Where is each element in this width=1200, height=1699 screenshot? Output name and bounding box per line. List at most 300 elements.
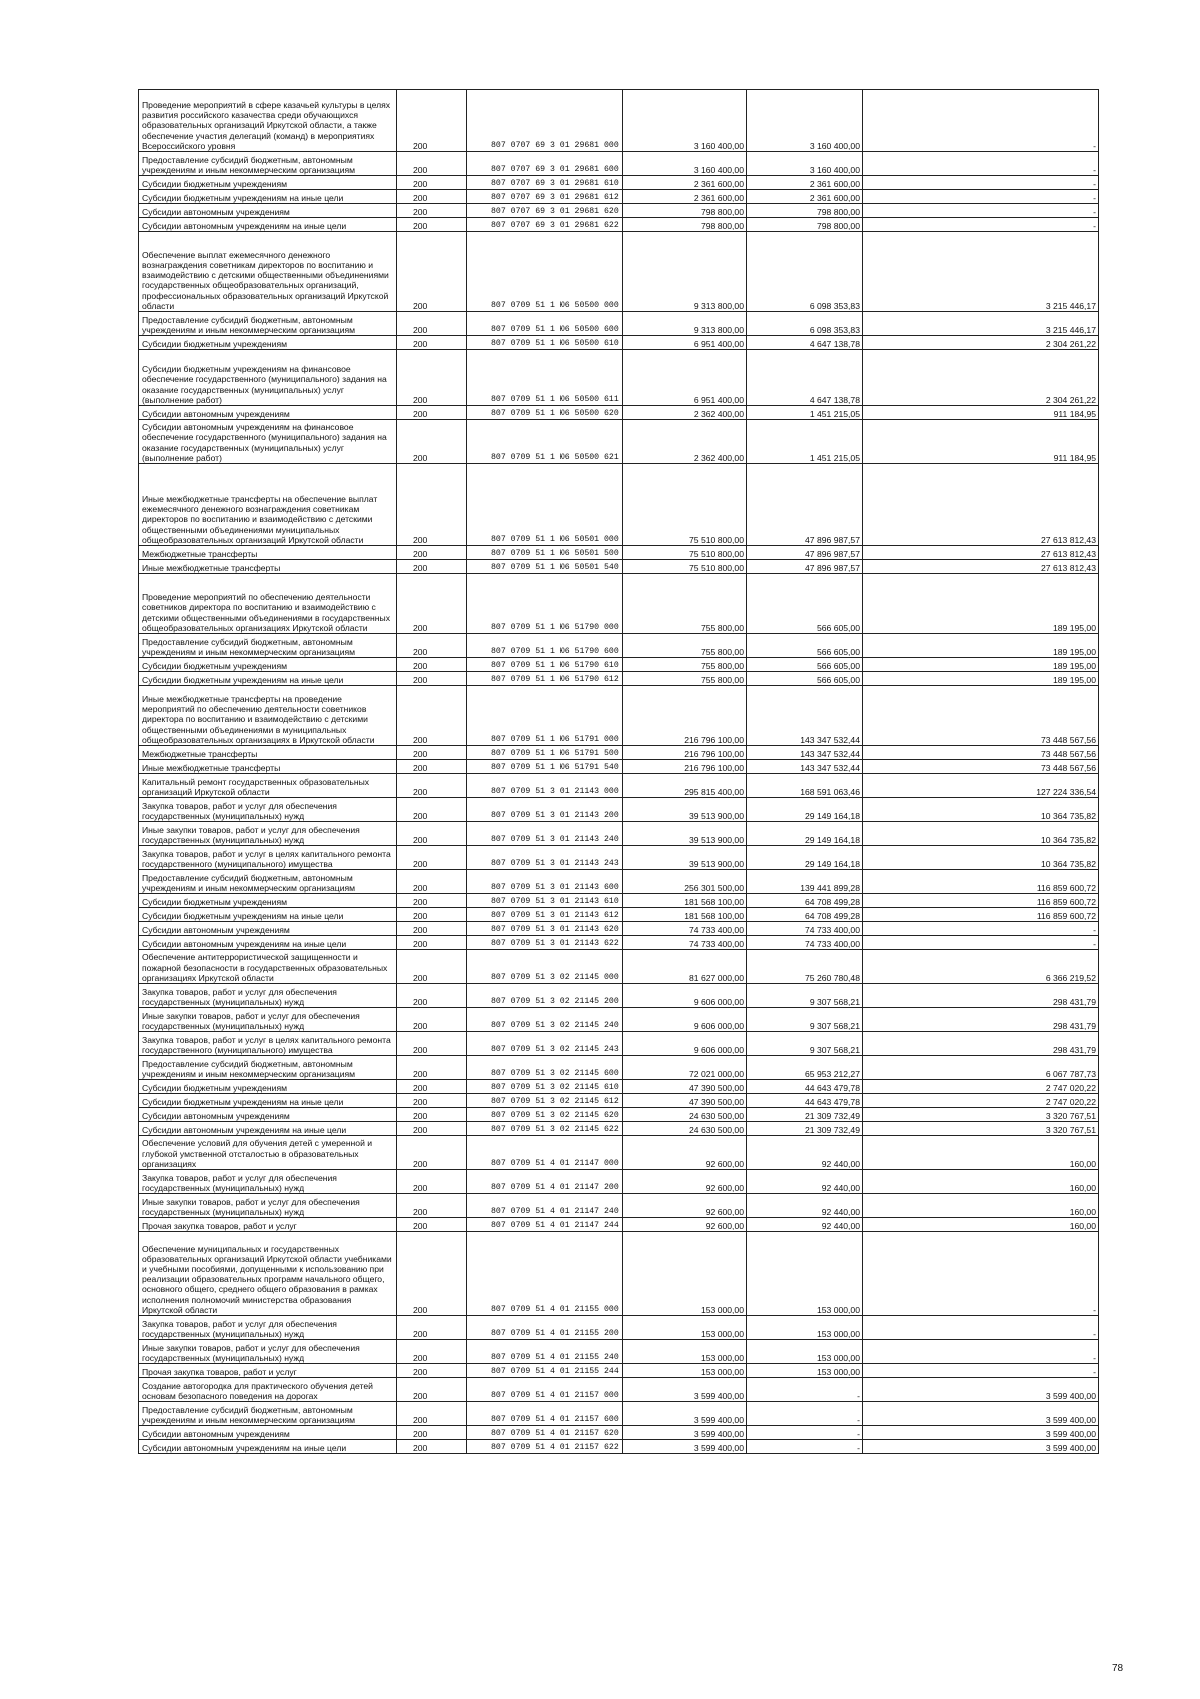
cell-value-2: 153 000,00	[747, 1316, 863, 1340]
table-row	[139, 908, 1099, 922]
cell-value-2: 153 000,00	[747, 1364, 863, 1378]
cell-200: 200	[397, 152, 467, 176]
table-row	[139, 746, 1099, 760]
cell-value-1: 256 301 500,00	[623, 870, 747, 894]
table-row	[139, 1440, 1099, 1454]
cell-name: Субсидии автономным учреждениям на иные цели	[139, 936, 397, 950]
cell-value-2: 64 708 499,28	[747, 908, 863, 922]
table-row	[139, 686, 1099, 746]
cell-name: Субсидии бюджетным учреждениям	[139, 894, 397, 908]
table-row	[139, 90, 1099, 152]
cell-value-3: 911 184,95	[863, 420, 1099, 464]
cell-value-1: 153 000,00	[623, 1364, 747, 1378]
cell-200: 200	[397, 350, 467, 406]
cell-200: 200	[397, 420, 467, 464]
table-row	[139, 336, 1099, 350]
cell-value-1: 798 800,00	[623, 204, 747, 218]
cell-name: Создание автогородка для практического обучения детей основам безопасного поведения на дорогах	[139, 1378, 397, 1402]
table-row	[139, 546, 1099, 560]
cell-code: 807 0709 51 4 01 21157 600	[467, 1402, 623, 1426]
table-row	[139, 1194, 1099, 1218]
cell-value-2: 47 896 987,57	[747, 464, 863, 546]
cell-value-2: 798 800,00	[747, 218, 863, 232]
cell-code: 807 0709 51 4 01 21155 244	[467, 1364, 623, 1378]
cell-code: 807 0709 51 1 Ю6 50501 000	[467, 464, 623, 546]
cell-200: 200	[397, 218, 467, 232]
cell-value-1: 92 600,00	[623, 1170, 747, 1194]
cell-name: Иные межбюджетные трансферты на проведение мероприятий по обеспечению деятельности советников директора по воспитанию и взаимодействию с детскими общественными объединениями в муниципальных общеобразовательных организациях в Иркутской области	[139, 686, 397, 746]
cell-code: 807 0709 51 3 01 21143 610	[467, 894, 623, 908]
cell-code: 807 0709 51 1 Ю6 50500 621	[467, 420, 623, 464]
cell-value-1: 9 313 800,00	[623, 232, 747, 312]
cell-value-2: 153 000,00	[747, 1340, 863, 1364]
cell-value-3: 189 195,00	[863, 672, 1099, 686]
cell-name: Обеспечение муниципальных и государственных образовательных организаций Иркутской области учебниками и учебными пособиями, допущенными к использованию при реализации образовательных программ начального общего, основного общего, среднего общего образования в рамках исполнения полномочий министерства образования Иркутской области	[139, 1232, 397, 1316]
cell-200: 200	[397, 1194, 467, 1218]
cell-name: Иные межбюджетные трансферты на обеспечение выплат ежемесячного денежного вознаграждения советникам директоров по воспитанию и взаимодействию с детскими общественными объединениями муниципальных общеобразовательных организаций Иркутской области	[139, 464, 397, 546]
cell-value-1: 755 800,00	[623, 574, 747, 634]
table-row	[139, 774, 1099, 798]
table-row	[139, 1316, 1099, 1340]
cell-name: Субсидии бюджетным учреждениям на иные цели	[139, 1094, 397, 1108]
table-row	[139, 176, 1099, 190]
cell-code: 807 0709 51 1 Ю6 51790 610	[467, 658, 623, 672]
cell-value-1: 47 390 500,00	[623, 1080, 747, 1094]
cell-name: Субсидии автономным учреждениям	[139, 204, 397, 218]
table-row	[139, 822, 1099, 846]
cell-200: 200	[397, 464, 467, 546]
cell-200: 200	[397, 546, 467, 560]
cell-value-3: 189 195,00	[863, 658, 1099, 672]
cell-value-1: 216 796 100,00	[623, 686, 747, 746]
cell-code: 807 0709 51 1 Ю6 50500 600	[467, 312, 623, 336]
cell-name: Иные межбюджетные трансферты	[139, 560, 397, 574]
cell-value-3: 127 224 336,54	[863, 774, 1099, 798]
cell-value-1: 75 510 800,00	[623, 546, 747, 560]
table-row	[139, 1094, 1099, 1108]
cell-value-1: 2 362 400,00	[623, 406, 747, 420]
cell-value-3: 911 184,95	[863, 406, 1099, 420]
cell-name: Закупка товаров, работ и услуг для обеспечения государственных (муниципальных) нужд	[139, 1170, 397, 1194]
cell-value-1: 755 800,00	[623, 658, 747, 672]
cell-code: 807 0709 51 1 Ю6 50501 500	[467, 546, 623, 560]
cell-value-1: 3 160 400,00	[623, 152, 747, 176]
cell-code: 807 0709 51 3 01 21143 000	[467, 774, 623, 798]
cell-value-3: 189 195,00	[863, 574, 1099, 634]
cell-value-2: 9 307 568,21	[747, 1008, 863, 1032]
cell-value-3: -	[863, 1364, 1099, 1378]
cell-value-1: 798 800,00	[623, 218, 747, 232]
cell-value-1: 75 510 800,00	[623, 464, 747, 546]
cell-value-3: 160,00	[863, 1170, 1099, 1194]
budget-table-sheet	[138, 89, 1098, 1454]
cell-name: Субсидии бюджетным учреждениям на иные цели	[139, 672, 397, 686]
cell-value-1: 216 796 100,00	[623, 746, 747, 760]
cell-value-1: 216 796 100,00	[623, 760, 747, 774]
cell-name: Субсидии автономным учреждениям на иные цели	[139, 218, 397, 232]
cell-value-2: 29 149 164,18	[747, 798, 863, 822]
cell-value-1: 2 362 400,00	[623, 420, 747, 464]
cell-value-3: 189 195,00	[863, 634, 1099, 658]
cell-200: 200	[397, 984, 467, 1008]
cell-value-1: 92 600,00	[623, 1136, 747, 1170]
table-row	[139, 1364, 1099, 1378]
table-row	[139, 420, 1099, 464]
cell-200: 200	[397, 658, 467, 672]
cell-name: Закупка товаров, работ и услуг для обеспечения государственных (муниципальных) нужд	[139, 1316, 397, 1340]
cell-value-2: 21 309 732,49	[747, 1108, 863, 1122]
cell-name: Закупка товаров, работ и услуг для обеспечения государственных (муниципальных) нужд	[139, 798, 397, 822]
cell-value-3: 298 431,79	[863, 1008, 1099, 1032]
cell-value-2: 4 647 138,78	[747, 336, 863, 350]
cell-value-2: 1 451 215,05	[747, 420, 863, 464]
cell-name: Субсидии автономным учреждениям	[139, 1108, 397, 1122]
cell-value-2: 44 643 479,78	[747, 1094, 863, 1108]
cell-code: 807 0707 69 3 01 29681 000	[467, 90, 623, 152]
cell-value-3: -	[863, 922, 1099, 936]
cell-value-1: 9 606 000,00	[623, 984, 747, 1008]
cell-200: 200	[397, 774, 467, 798]
cell-200: 200	[397, 1402, 467, 1426]
cell-name: Предоставление субсидий бюджетным, автономным учреждениям и иным некоммерческим организациям	[139, 870, 397, 894]
cell-value-2: 143 347 532,44	[747, 686, 863, 746]
cell-200: 200	[397, 1008, 467, 1032]
cell-200: 200	[397, 1440, 467, 1454]
cell-value-3: 10 364 735,82	[863, 846, 1099, 870]
cell-200: 200	[397, 190, 467, 204]
cell-value-3: -	[863, 90, 1099, 152]
cell-value-2: 2 361 600,00	[747, 176, 863, 190]
cell-value-2: 153 000,00	[747, 1232, 863, 1316]
cell-value-1: 9 313 800,00	[623, 312, 747, 336]
cell-value-1: 2 361 600,00	[623, 176, 747, 190]
cell-value-3: -	[863, 1232, 1099, 1316]
cell-value-3: 2 304 261,22	[863, 350, 1099, 406]
cell-name: Иные закупки товаров, работ и услуг для обеспечения государственных (муниципальных) нужд	[139, 822, 397, 846]
table-row	[139, 798, 1099, 822]
cell-code: 807 0709 51 3 02 21145 610	[467, 1080, 623, 1094]
cell-code: 807 0709 51 3 01 21143 200	[467, 798, 623, 822]
cell-value-3: -	[863, 152, 1099, 176]
cell-value-3: -	[863, 1316, 1099, 1340]
table-row	[139, 846, 1099, 870]
cell-value-1: 153 000,00	[623, 1316, 747, 1340]
cell-code: 807 0709 51 3 02 21145 200	[467, 984, 623, 1008]
cell-value-2: 6 098 353,83	[747, 232, 863, 312]
cell-name: Предоставление субсидий бюджетным, автономным учреждениям и иным некоммерческим организациям	[139, 312, 397, 336]
cell-200: 200	[397, 950, 467, 984]
cell-name: Предоставление субсидий бюджетным, автономным учреждениям и иным некоммерческим организациям	[139, 1056, 397, 1080]
cell-code: 807 0709 51 3 02 21145 000	[467, 950, 623, 984]
cell-code: 807 0707 69 3 01 29681 600	[467, 152, 623, 176]
cell-value-2: 64 708 499,28	[747, 894, 863, 908]
cell-200: 200	[397, 560, 467, 574]
cell-name: Иные закупки товаров, работ и услуг для обеспечения государственных (муниципальных) нужд	[139, 1194, 397, 1218]
cell-value-3: -	[863, 204, 1099, 218]
cell-value-3: 3 599 400,00	[863, 1440, 1099, 1454]
cell-code: 807 0709 51 4 01 21155 240	[467, 1340, 623, 1364]
table-row	[139, 894, 1099, 908]
table-row	[139, 1426, 1099, 1440]
cell-name: Закупка товаров, работ и услуг для обеспечения государственных (муниципальных) нужд	[139, 984, 397, 1008]
cell-value-2: 566 605,00	[747, 634, 863, 658]
cell-200: 200	[397, 1218, 467, 1232]
cell-value-1: 153 000,00	[623, 1340, 747, 1364]
cell-name: Иные закупки товаров, работ и услуг для обеспечения государственных (муниципальных) нужд	[139, 1008, 397, 1032]
cell-name: Межбюджетные трансферты	[139, 746, 397, 760]
table-row	[139, 1108, 1099, 1122]
cell-code: 807 0709 51 4 01 21157 620	[467, 1426, 623, 1440]
cell-code: 807 0709 51 4 01 21147 200	[467, 1170, 623, 1194]
cell-200: 200	[397, 90, 467, 152]
cell-code: 807 0707 69 3 01 29681 612	[467, 190, 623, 204]
cell-code: 807 0709 51 1 Ю6 50500 611	[467, 350, 623, 406]
cell-value-3: 73 448 567,56	[863, 686, 1099, 746]
cell-name: Субсидии автономным учреждениям	[139, 922, 397, 936]
cell-200: 200	[397, 1170, 467, 1194]
cell-200: 200	[397, 894, 467, 908]
cell-name: Иные межбюджетные трансферты	[139, 760, 397, 774]
cell-200: 200	[397, 232, 467, 312]
cell-200: 200	[397, 1364, 467, 1378]
cell-name: Закупка товаров, работ и услуг в целях капитального ремонта государственного (муниципального) имущества	[139, 1032, 397, 1056]
cell-code: 807 0709 51 1 Ю6 50500 620	[467, 406, 623, 420]
cell-value-3: -	[863, 176, 1099, 190]
cell-200: 200	[397, 936, 467, 950]
cell-name: Межбюджетные трансферты	[139, 546, 397, 560]
cell-value-3: 3 215 446,17	[863, 312, 1099, 336]
cell-value-1: 3 599 400,00	[623, 1440, 747, 1454]
page-number: 78	[1112, 1663, 1124, 1674]
table-row	[139, 1032, 1099, 1056]
cell-code: 807 0709 51 4 01 21147 240	[467, 1194, 623, 1218]
cell-value-2: 566 605,00	[747, 658, 863, 672]
table-row	[139, 218, 1099, 232]
cell-value-1: 3 599 400,00	[623, 1426, 747, 1440]
cell-value-2: 92 440,00	[747, 1218, 863, 1232]
table-row	[139, 1340, 1099, 1364]
table-row	[139, 406, 1099, 420]
cell-name: Закупка товаров, работ и услуг в целях капитального ремонта государственного (муниципального) имущества	[139, 846, 397, 870]
cell-value-2: 3 160 400,00	[747, 90, 863, 152]
table-row	[139, 1008, 1099, 1032]
cell-value-2: 44 643 479,78	[747, 1080, 863, 1094]
cell-value-3: 160,00	[863, 1136, 1099, 1170]
cell-value-1: 755 800,00	[623, 634, 747, 658]
table-row	[139, 350, 1099, 406]
table-row	[139, 1378, 1099, 1402]
cell-value-1: 2 361 600,00	[623, 190, 747, 204]
cell-value-3: 2 304 261,22	[863, 336, 1099, 350]
cell-code: 807 0709 51 1 Ю6 51790 600	[467, 634, 623, 658]
cell-value-3: 2 747 020,22	[863, 1080, 1099, 1094]
cell-value-2: -	[747, 1440, 863, 1454]
cell-code: 807 0709 51 1 Ю6 51790 000	[467, 574, 623, 634]
cell-value-3: 3 599 400,00	[863, 1378, 1099, 1402]
cell-name: Субсидии бюджетным учреждениям	[139, 176, 397, 190]
cell-value-2: 4 647 138,78	[747, 350, 863, 406]
cell-code: 807 0709 51 1 Ю6 51791 000	[467, 686, 623, 746]
cell-value-2: -	[747, 1378, 863, 1402]
cell-value-1: 6 951 400,00	[623, 336, 747, 350]
cell-200: 200	[397, 846, 467, 870]
cell-value-1: 295 815 400,00	[623, 774, 747, 798]
table-row	[139, 1136, 1099, 1170]
cell-200: 200	[397, 1378, 467, 1402]
cell-code: 807 0709 51 3 01 21143 612	[467, 908, 623, 922]
cell-value-1: 74 733 400,00	[623, 936, 747, 950]
cell-name: Иные закупки товаров, работ и услуг для обеспечения государственных (муниципальных) нужд	[139, 1340, 397, 1364]
cell-200: 200	[397, 1122, 467, 1136]
cell-200: 200	[397, 822, 467, 846]
cell-200: 200	[397, 1136, 467, 1170]
cell-value-2: 139 441 899,28	[747, 870, 863, 894]
cell-200: 200	[397, 1032, 467, 1056]
table-row	[139, 870, 1099, 894]
cell-value-2: 1 451 215,05	[747, 406, 863, 420]
cell-value-3: 73 448 567,56	[863, 746, 1099, 760]
cell-value-2: 74 733 400,00	[747, 936, 863, 950]
cell-200: 200	[397, 574, 467, 634]
cell-200: 200	[397, 1232, 467, 1316]
cell-200: 200	[397, 908, 467, 922]
table-row	[139, 152, 1099, 176]
cell-value-3: 3 215 446,17	[863, 232, 1099, 312]
cell-200: 200	[397, 1056, 467, 1080]
cell-value-2: 798 800,00	[747, 204, 863, 218]
cell-name: Проведение мероприятий в сфере казачьей культуры в целях развития российского казачества среди обучающихся образовательных организаций Иркутской области, а также обеспечение участия делегаций (команд) в мероприятиях Всероссийского уровня	[139, 90, 397, 152]
cell-200: 200	[397, 406, 467, 420]
cell-value-2: 47 896 987,57	[747, 560, 863, 574]
cell-value-2: 29 149 164,18	[747, 846, 863, 870]
cell-value-2: 47 896 987,57	[747, 546, 863, 560]
cell-code: 807 0709 51 3 01 21143 600	[467, 870, 623, 894]
cell-code: 807 0707 69 3 01 29681 620	[467, 204, 623, 218]
cell-value-3: 116 859 600,72	[863, 870, 1099, 894]
cell-value-2: 21 309 732,49	[747, 1122, 863, 1136]
cell-value-2: 143 347 532,44	[747, 746, 863, 760]
table-row	[139, 984, 1099, 1008]
cell-code: 807 0709 51 3 02 21145 243	[467, 1032, 623, 1056]
cell-200: 200	[397, 798, 467, 822]
cell-value-2: 65 953 212,27	[747, 1056, 863, 1080]
cell-code: 807 0709 51 4 01 21155 200	[467, 1316, 623, 1340]
cell-value-1: 47 390 500,00	[623, 1094, 747, 1108]
cell-name: Субсидии автономным учреждениям на иные цели	[139, 1122, 397, 1136]
cell-200: 200	[397, 204, 467, 218]
table-row	[139, 760, 1099, 774]
cell-value-1: 39 513 900,00	[623, 822, 747, 846]
cell-value-1: 39 513 900,00	[623, 798, 747, 822]
table-row	[139, 658, 1099, 672]
cell-value-3: -	[863, 1340, 1099, 1364]
cell-name: Субсидии бюджетным учреждениям на иные цели	[139, 190, 397, 204]
table-row	[139, 232, 1099, 312]
cell-name: Обеспечение условий для обучения детей с умеренной и глубокой умственной отсталостью в образовательных организациях	[139, 1136, 397, 1170]
cell-value-1: 755 800,00	[623, 672, 747, 686]
cell-value-2: 2 361 600,00	[747, 190, 863, 204]
cell-name: Субсидии бюджетным учреждениям	[139, 1080, 397, 1094]
cell-code: 807 0709 51 1 Ю6 50501 540	[467, 560, 623, 574]
cell-name: Обеспечение выплат ежемесячного денежного вознаграждения советникам директоров по воспитанию и взаимодействию с детскими общественными объединениями государственных общеобразовательных организаций, профессиональных образовательных организаций Иркутской области	[139, 232, 397, 312]
cell-value-1: 92 600,00	[623, 1218, 747, 1232]
cell-200: 200	[397, 870, 467, 894]
table-row	[139, 312, 1099, 336]
cell-name: Субсидии бюджетным учреждениям	[139, 336, 397, 350]
cell-value-3: 6 366 219,52	[863, 950, 1099, 984]
cell-200: 200	[397, 1080, 467, 1094]
cell-code: 807 0709 51 4 01 21147 000	[467, 1136, 623, 1170]
table-row	[139, 1170, 1099, 1194]
cell-code: 807 0709 51 3 01 21143 622	[467, 936, 623, 950]
table-row	[139, 1218, 1099, 1232]
cell-value-3: 10 364 735,82	[863, 798, 1099, 822]
cell-value-3: 27 613 812,43	[863, 546, 1099, 560]
cell-value-1: 75 510 800,00	[623, 560, 747, 574]
cell-code: 807 0709 51 3 02 21145 620	[467, 1108, 623, 1122]
cell-value-1: 24 630 500,00	[623, 1122, 747, 1136]
table-row	[139, 634, 1099, 658]
cell-name: Капитальный ремонт государственных образовательных организаций Иркутской области	[139, 774, 397, 798]
cell-value-3: 298 431,79	[863, 1032, 1099, 1056]
cell-name: Предоставление субсидий бюджетным, автономным учреждениям и иным некоммерческим организациям	[139, 634, 397, 658]
cell-200: 200	[397, 1340, 467, 1364]
cell-200: 200	[397, 312, 467, 336]
cell-value-1: 181 568 100,00	[623, 894, 747, 908]
cell-value-3: 27 613 812,43	[863, 464, 1099, 546]
cell-value-2: 75 260 780,48	[747, 950, 863, 984]
budget-execution-table	[138, 89, 1099, 1454]
cell-200: 200	[397, 1426, 467, 1440]
table-row	[139, 1232, 1099, 1316]
cell-name: Субсидии автономным учреждениям на иные цели	[139, 1440, 397, 1454]
cell-value-2: 566 605,00	[747, 672, 863, 686]
cell-code: 807 0709 51 1 Ю6 50500 610	[467, 336, 623, 350]
cell-value-1: 9 606 000,00	[623, 1032, 747, 1056]
cell-value-1: 92 600,00	[623, 1194, 747, 1218]
table-row	[139, 1402, 1099, 1426]
cell-name: Проведение мероприятий по обеспечению деятельности советников директора по воспитанию и взаимодействию с детскими общественными объединениями в государственных общеобразовательных организациях Иркутской области	[139, 574, 397, 634]
cell-name: Субсидии автономным учреждениям на финансовое обеспечение государственного (муниципального) задания на оказание государственных (муниципальных) услуг (выполнение работ)	[139, 420, 397, 464]
cell-code: 807 0709 51 4 01 21157 622	[467, 1440, 623, 1454]
cell-value-2: 92 440,00	[747, 1170, 863, 1194]
cell-200: 200	[397, 922, 467, 936]
cell-200: 200	[397, 634, 467, 658]
cell-code: 807 0709 51 3 01 21143 240	[467, 822, 623, 846]
cell-value-3: 3 599 400,00	[863, 1426, 1099, 1440]
cell-name: Субсидии автономным учреждениям	[139, 406, 397, 420]
cell-name: Предоставление субсидий бюджетным, автономным учреждениям и иным некоммерческим организациям	[139, 152, 397, 176]
cell-value-2: 168 591 063,46	[747, 774, 863, 798]
cell-value-2: 9 307 568,21	[747, 984, 863, 1008]
cell-value-2: -	[747, 1402, 863, 1426]
cell-value-2: 92 440,00	[747, 1136, 863, 1170]
cell-value-3: -	[863, 936, 1099, 950]
cell-code: 807 0709 51 1 Ю6 50500 000	[467, 232, 623, 312]
cell-value-1: 9 606 000,00	[623, 1008, 747, 1032]
table-row	[139, 190, 1099, 204]
cell-value-2: 566 605,00	[747, 574, 863, 634]
cell-code: 807 0709 51 3 02 21145 240	[467, 1008, 623, 1032]
cell-200: 200	[397, 176, 467, 190]
table-row	[139, 1056, 1099, 1080]
cell-value-3: 116 859 600,72	[863, 894, 1099, 908]
cell-value-3: 27 613 812,43	[863, 560, 1099, 574]
cell-name: Прочая закупка товаров, работ и услуг	[139, 1218, 397, 1232]
cell-value-1: 39 513 900,00	[623, 846, 747, 870]
cell-value-3: 116 859 600,72	[863, 908, 1099, 922]
cell-value-3: 2 747 020,22	[863, 1094, 1099, 1108]
